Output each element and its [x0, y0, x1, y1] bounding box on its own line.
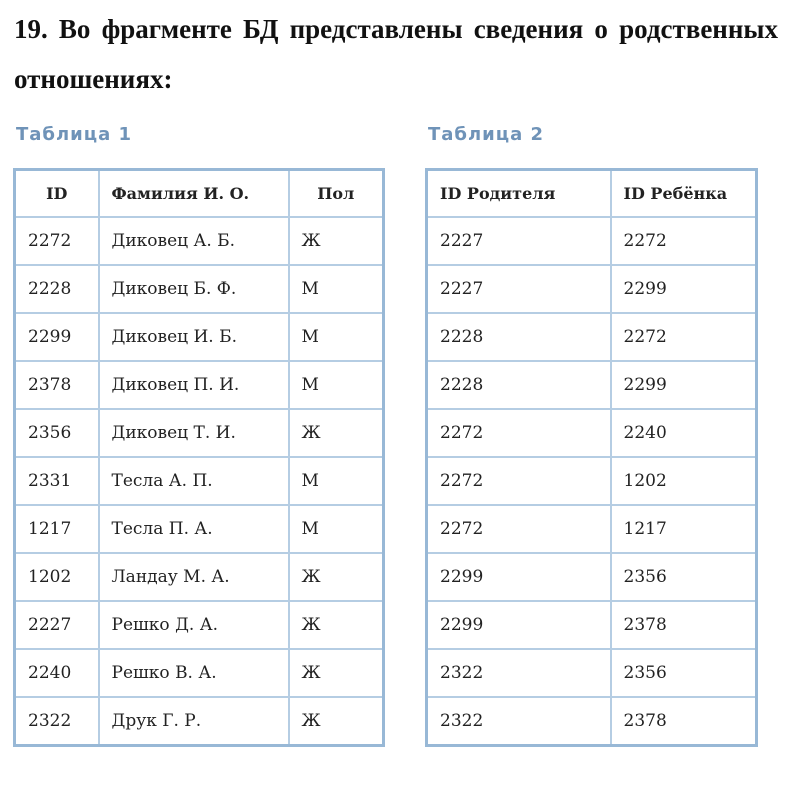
- table-row: [427, 697, 757, 746]
- cell-sex: Ж: [289, 217, 384, 265]
- cell-parent-id: 2227: [427, 217, 611, 265]
- table-row: [15, 649, 384, 697]
- table-row: [427, 217, 757, 265]
- table-row: [427, 505, 757, 553]
- cell-parent-id: 2272: [427, 409, 611, 457]
- cell-name: Диковец П. И.: [99, 361, 289, 409]
- cell-child-id: 2299: [611, 361, 757, 409]
- cell-id: 2240: [15, 649, 99, 697]
- cell-child-id: 2378: [611, 697, 757, 746]
- table-row: [15, 217, 384, 265]
- cell-name: Тесла П. А.: [99, 505, 289, 553]
- cell-sex: М: [289, 505, 384, 553]
- cell-name: Решко В. А.: [99, 649, 289, 697]
- table-row: [427, 649, 757, 697]
- table-row: [427, 313, 757, 361]
- table-header-row: [15, 170, 384, 218]
- cell-id: 2272: [15, 217, 99, 265]
- cell-sex: Ж: [289, 649, 384, 697]
- cell-sex: М: [289, 361, 384, 409]
- table-header-row: [427, 170, 757, 218]
- column-header-id: ID: [15, 170, 99, 218]
- cell-child-id: 1202: [611, 457, 757, 505]
- table-row: [427, 553, 757, 601]
- table-row: [427, 361, 757, 409]
- table-row: [15, 601, 384, 649]
- column-header-sex: Пол: [289, 170, 384, 218]
- table-row: [15, 457, 384, 505]
- cell-child-id: 2299: [611, 265, 757, 313]
- cell-id: 2228: [15, 265, 99, 313]
- table2-caption: Таблица 2: [428, 124, 545, 145]
- cell-sex: Ж: [289, 553, 384, 601]
- cell-parent-id: 2322: [427, 697, 611, 746]
- table-row: [15, 265, 384, 313]
- column-header-child-id: ID Ребёнка: [611, 170, 757, 218]
- cell-id: 2299: [15, 313, 99, 361]
- column-header-parent-id: ID Родителя: [427, 170, 611, 218]
- cell-id: 2356: [15, 409, 99, 457]
- cell-sex: М: [289, 313, 384, 361]
- persons-table: [13, 168, 385, 747]
- cell-name: Диковец А. Б.: [99, 217, 289, 265]
- relations-table: [425, 168, 758, 747]
- table-row: [15, 361, 384, 409]
- cell-sex: М: [289, 457, 384, 505]
- cell-parent-id: 2272: [427, 457, 611, 505]
- cell-name: Ландау М. А.: [99, 553, 289, 601]
- cell-name: Диковец Б. Ф.: [99, 265, 289, 313]
- column-header-name: Фамилия И. О.: [99, 170, 289, 218]
- question-text: 19. Во фрагменте БД представлены сведения о родственных отношениях:: [14, 14, 778, 94]
- cell-parent-id: 2228: [427, 361, 611, 409]
- cell-name: Диковец И. Б.: [99, 313, 289, 361]
- cell-sex: М: [289, 265, 384, 313]
- table-row: [427, 601, 757, 649]
- cell-child-id: 2356: [611, 649, 757, 697]
- cell-id: 2378: [15, 361, 99, 409]
- cell-parent-id: 2299: [427, 601, 611, 649]
- cell-id: 1202: [15, 553, 99, 601]
- table-row: [427, 409, 757, 457]
- cell-sex: Ж: [289, 601, 384, 649]
- cell-name: Решко Д. А.: [99, 601, 289, 649]
- cell-child-id: 2378: [611, 601, 757, 649]
- table-row: [15, 697, 384, 746]
- cell-child-id: 2240: [611, 409, 757, 457]
- cell-id: 2227: [15, 601, 99, 649]
- cell-id: 1217: [15, 505, 99, 553]
- table-row: [15, 409, 384, 457]
- cell-sex: Ж: [289, 697, 384, 746]
- cell-parent-id: 2227: [427, 265, 611, 313]
- table-row: [15, 505, 384, 553]
- cell-parent-id: 2228: [427, 313, 611, 361]
- cell-child-id: 2272: [611, 313, 757, 361]
- cell-name: Друк Г. Р.: [99, 697, 289, 746]
- cell-sex: Ж: [289, 409, 384, 457]
- cell-id: 2322: [15, 697, 99, 746]
- cell-parent-id: 2272: [427, 505, 611, 553]
- cell-id: 2331: [15, 457, 99, 505]
- cell-child-id: 1217: [611, 505, 757, 553]
- cell-name: Диковец Т. И.: [99, 409, 289, 457]
- cell-child-id: 2356: [611, 553, 757, 601]
- table-row: [15, 553, 384, 601]
- table-row: [15, 313, 384, 361]
- cell-child-id: 2272: [611, 217, 757, 265]
- table-row: [427, 265, 757, 313]
- cell-parent-id: 2299: [427, 553, 611, 601]
- table1-caption: Таблица 1: [16, 124, 133, 145]
- cell-name: Тесла А. П.: [99, 457, 289, 505]
- cell-parent-id: 2322: [427, 649, 611, 697]
- table-row: [427, 457, 757, 505]
